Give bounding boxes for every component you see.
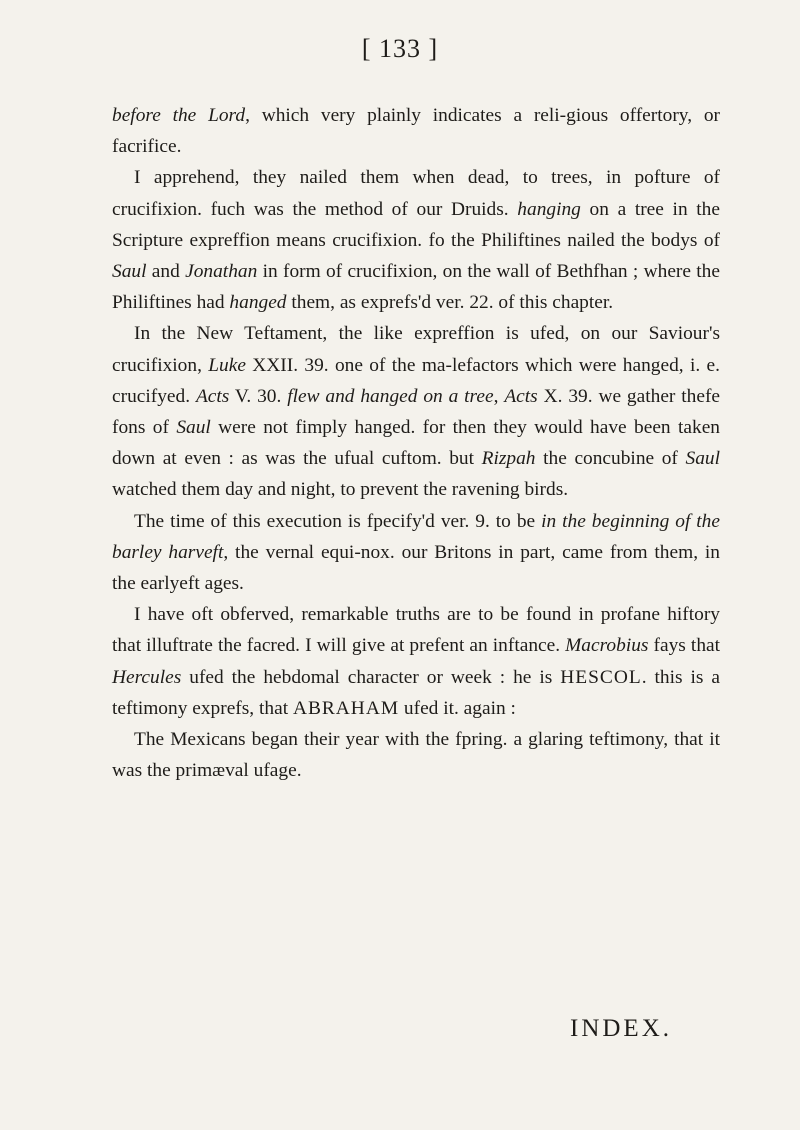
paragraph: [112, 100, 720, 162]
italic-text: hanging: [517, 198, 581, 220]
text-run: X. 39. we gather thefe fons of: [112, 385, 721, 439]
text-run: in form of crucifixion, on the wall of Bethfhan ; where the Philiftines had: [112, 261, 720, 314]
italic-text: Acts: [195, 385, 230, 407]
italic-text: Hercules: [112, 666, 182, 688]
text-run: . this is a teftimony exprefs, that: [112, 666, 720, 719]
text-run: ufed the hebdomal character or week : he is: [181, 666, 561, 688]
text-run: fays that: [648, 635, 721, 657]
paragraph: [112, 162, 720, 318]
text-run: on a tree in the Scripture expreffion means crucifixion. fo the Philiftines nailed the bodys of: [112, 198, 720, 251]
italic-text: Saul: [176, 417, 211, 439]
text-run: , which very plainly indicates a reli-gious offertory, or facrifice.: [112, 105, 721, 158]
italic-text: Saul: [685, 448, 720, 470]
italic-text: Jonathan: [185, 261, 258, 283]
italic-text: Acts: [504, 385, 538, 407]
italic-text: flew and hanged on a tree: [287, 385, 494, 407]
paragraph: [112, 724, 720, 786]
text-run: the concubine of: [535, 448, 686, 470]
italic-text: before the Lord: [112, 105, 246, 126]
text-run: In the New Teftament, the like expreffion is ufed, on our Saviour's crucifixion,: [112, 323, 720, 376]
catchword-index: INDEX.: [570, 1015, 673, 1042]
paragraph: [112, 318, 720, 505]
italic-text: Saul: [112, 261, 147, 283]
paragraph: [112, 506, 720, 600]
text-run: I have oft obferved, remarkable truths are to be found in profane hiftory that illuftrate the facred. I will give at prefent an inftance.: [112, 604, 720, 657]
italic-text: Macrobius: [565, 635, 649, 657]
italic-text: Luke: [208, 354, 246, 376]
text-run: I apprehend, they nailed them when dead, to trees, in pofture of crucifixion. fuch was the method of our Druids.: [112, 167, 720, 220]
text-run: watched them day and night, to prevent the ravening birds.: [112, 479, 569, 501]
small-caps-text: ABRAHAM: [292, 697, 400, 719]
italic-text: Rizpah: [481, 448, 536, 470]
text-run: and: [146, 261, 186, 283]
text-run: The Mexicans began their year with the fpring. a glaring teftimony, that it was the primæval ufage.: [112, 729, 720, 782]
text-run: ,: [493, 385, 505, 407]
text-run: them, as exprefs'd ver. 22. of this chapter.: [286, 292, 614, 314]
text-run: The time of this execution is fpecify'd ver. 9. to be: [134, 510, 542, 532]
page-number: 133: [379, 34, 421, 63]
page-header: [ 133 ]: [361, 34, 439, 63]
body-text: [112, 100, 720, 786]
text-run: V. 30.: [229, 385, 288, 407]
text-run: ufed it. again :: [399, 697, 516, 719]
text-run: XXII. 39. one of the ma-lefactors which were hanged, i. e. crucifyed.: [112, 354, 720, 407]
small-caps-text: HESCOL: [560, 666, 642, 688]
text-run: , the vernal equi-nox. our Britons in part, came from them, in the earlyeft ages.: [112, 541, 720, 595]
text-run: were not fimply hanged. for then they would have been taken down at even : as was the ufual cuftom. but: [112, 417, 720, 470]
italic-text: hanged: [229, 292, 287, 314]
paragraph: [112, 599, 720, 724]
italic-text: in the beginning of the barley harveft: [112, 510, 720, 563]
